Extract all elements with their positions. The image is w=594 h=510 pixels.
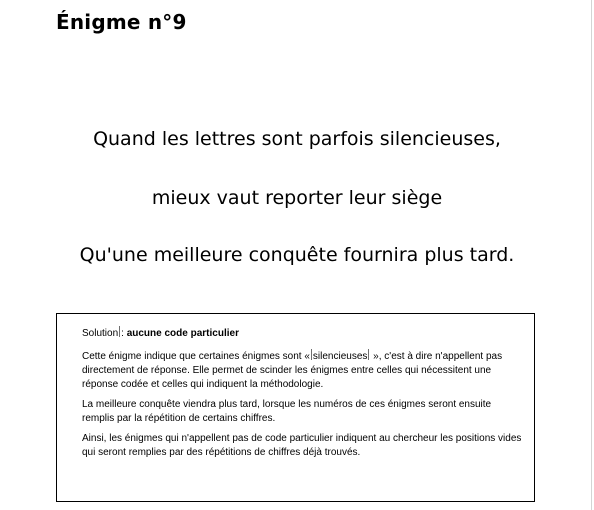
paragraph-1-end: », c'est à dire n'appellent pas directement de réponse. Elle permet de scinder les énigmes entre celles qui nécessitent une réponse codée et celles qui indiquent la méthodologie. [82,351,503,390]
paragraph-1-term: silencieuses [312,351,368,362]
poem-line-2: mieux vaut reporter leur siège [151,187,443,209]
text-cursor-mark [311,349,312,360]
paragraph-1-start: Cette énigme indique que certaines énigmes sont « [82,351,310,362]
text-cursor-mark [119,326,120,337]
solution-content [82,326,522,466]
poem-line-3: Qu'une meilleure conquête fournira plus tard. [79,244,515,266]
solution-box [56,313,535,502]
solution-value: aucune code particulier [126,328,239,339]
solution-paragraph-3: Ainsi, les énigmes qui n'appellent pas de code particulier indiquent au chercheur les positions vides qui seront remplies par des répétitions de chiffres déjà trouvés. [82,433,522,458]
poem-line-1: Quand les lettres sont parfois silencieuses, [93,128,501,150]
page-title: Énigme n°9 [56,10,187,34]
solution-paragraph-1 [82,349,522,392]
solution-label: Solution [82,328,119,339]
solution-heading [82,326,522,341]
solution-separator: : [121,328,127,339]
solution-paragraph-2: La meilleure conquête viendra plus tard, lorsque les numéros de ces énigmes seront ensuite remplis par la répétition de certains chiffres. [82,399,492,424]
